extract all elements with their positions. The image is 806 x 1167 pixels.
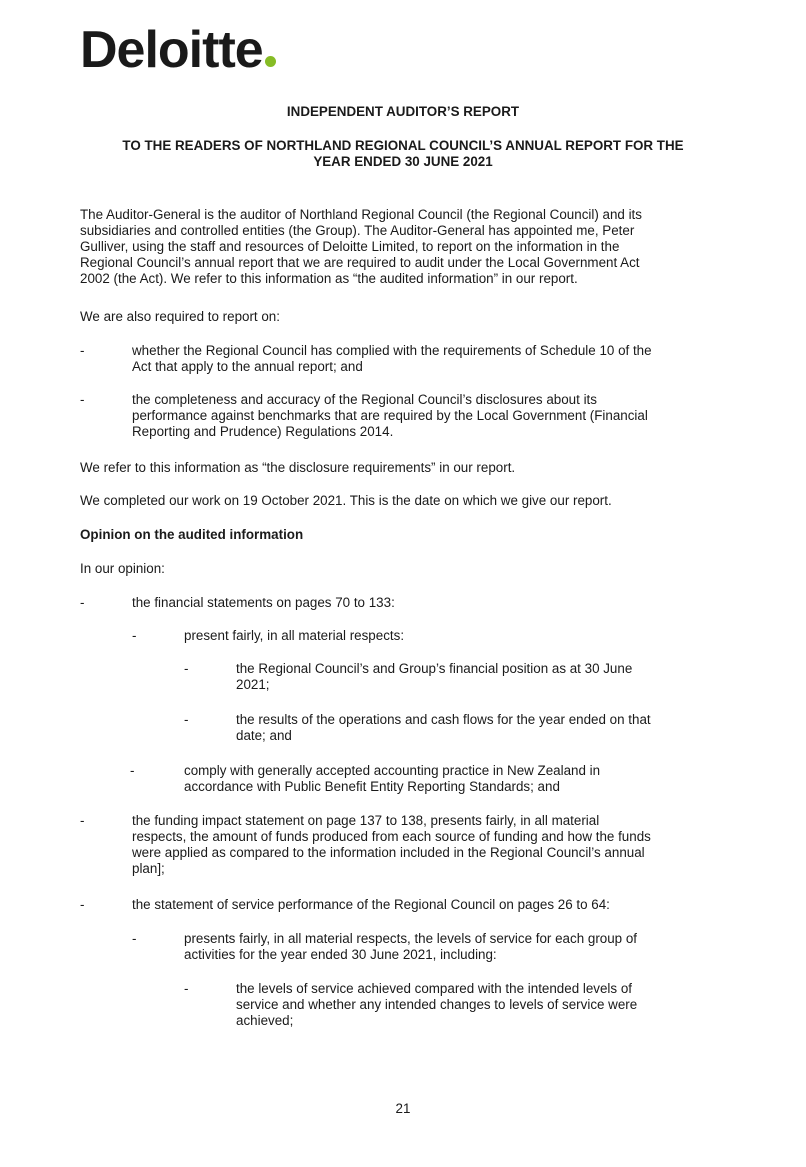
- text-line: 2021;: [236, 677, 270, 692]
- disclosure-refer-text: We refer to this information as “the disclosure requirements” in our report.: [80, 460, 516, 475]
- list-item-text: [184, 931, 637, 963]
- text-line: accordance with Public Benefit Entity Reporting Standards; and: [184, 779, 560, 794]
- list-item-text: [132, 343, 652, 375]
- text-line: were applied as compared to the information included in the Regional Council’s annual: [132, 845, 645, 860]
- bullet-dash: -: [184, 661, 189, 676]
- in-our-opinion-text: In our opinion:: [80, 561, 165, 576]
- list-item-text: present fairly, in all material respects:: [184, 628, 405, 643]
- text-line: date; and: [236, 728, 292, 743]
- text-line: comply with generally accepted accounting practice in New Zealand in: [184, 763, 601, 778]
- text-line: Act that apply to the annual report; and: [132, 359, 363, 374]
- text-line: achieved;: [236, 1013, 294, 1028]
- text-line: the results of the operations and cash flows for the year ended on that: [236, 712, 651, 727]
- intro-line: Gulliver, using the staff and resources of Deloitte Limited, to report on the information in the: [80, 239, 620, 254]
- bullet-dash: -: [80, 343, 85, 358]
- text-line: respects, the amount of funds produced from each source of funding and how the funds: [132, 829, 651, 844]
- bullet-dash: -: [80, 813, 85, 828]
- report-subtitle-line1: TO THE READERS OF NORTHLAND REGIONAL COUNCIL’S ANNUAL REPORT FOR THE: [122, 138, 684, 153]
- text-line: performance against benchmarks that are required by the Local Government (Financial: [132, 408, 648, 423]
- text-line: plan];: [132, 861, 165, 876]
- bullet-dash: -: [132, 931, 137, 946]
- page-number: 21: [395, 1101, 411, 1116]
- intro-line: 2002 (the Act). We refer to this information as “the audited information” in our report.: [80, 271, 578, 286]
- intro-paragraph: [80, 207, 706, 287]
- list-item-text: the statement of service performance of the Regional Council on pages 26 to 64:: [132, 897, 610, 912]
- list-item-text: [236, 712, 651, 744]
- bullet-dash: -: [184, 712, 189, 727]
- opinion-heading: Opinion on the audited information: [80, 527, 304, 542]
- text-line: service and whether any intended changes to levels of service were: [236, 997, 638, 1012]
- intro-line: Regional Council’s annual report that we are required to audit under the Local Government Act: [80, 255, 640, 270]
- bullet-dash: -: [130, 763, 135, 778]
- bullet-dash: -: [132, 628, 137, 643]
- logo-dot: [265, 56, 276, 67]
- intro-line: The Auditor-General is the auditor of Northland Regional Council (the Regional Council) and its: [80, 207, 642, 222]
- bullet-dash: -: [80, 897, 85, 912]
- list-item-text: [184, 763, 600, 795]
- completed-text: We completed our work on 19 October 2021. This is the date on which we give our report.: [80, 493, 612, 508]
- text-line: the funding impact statement on page 137 to 138, presents fairly, in all material: [132, 813, 600, 828]
- deloitte-logo: [80, 22, 276, 78]
- text-line: whether the Regional Council has complied with the requirements of Schedule 10 of the: [132, 343, 652, 358]
- text-line: the Regional Council’s and Group’s financial position as at 30 June: [236, 661, 633, 676]
- also-required-text: We are also required to report on:: [80, 309, 280, 324]
- list-item-text: [236, 981, 637, 1029]
- bullet-dash: -: [184, 981, 189, 996]
- text-line: presents fairly, in all material respects, the levels of service for each group of: [184, 931, 638, 946]
- text-line: the completeness and accuracy of the Regional Council’s disclosures about its: [132, 392, 597, 407]
- text-line: Reporting and Prudence) Regulations 2014.: [132, 424, 394, 439]
- intro-line: subsidiaries and controlled entities (the Group). The Auditor-General has appointed me, Peter: [80, 223, 635, 238]
- list-item-text: [236, 661, 632, 693]
- list-item-text: [132, 392, 648, 440]
- logo-text: Deloitte: [80, 21, 263, 79]
- text-line: activities for the year ended 30 June 2021, including:: [184, 947, 497, 962]
- report-subtitle-line2: YEAR ENDED 30 JUNE 2021: [313, 154, 493, 169]
- list-item-text: [132, 813, 651, 877]
- text-line: the levels of service achieved compared with the intended levels of: [236, 981, 632, 996]
- bullet-dash: -: [80, 392, 85, 407]
- bullet-dash: -: [80, 595, 85, 610]
- list-item-text: the financial statements on pages 70 to 133:: [132, 595, 395, 610]
- report-title: INDEPENDENT AUDITOR’S REPORT: [286, 104, 520, 119]
